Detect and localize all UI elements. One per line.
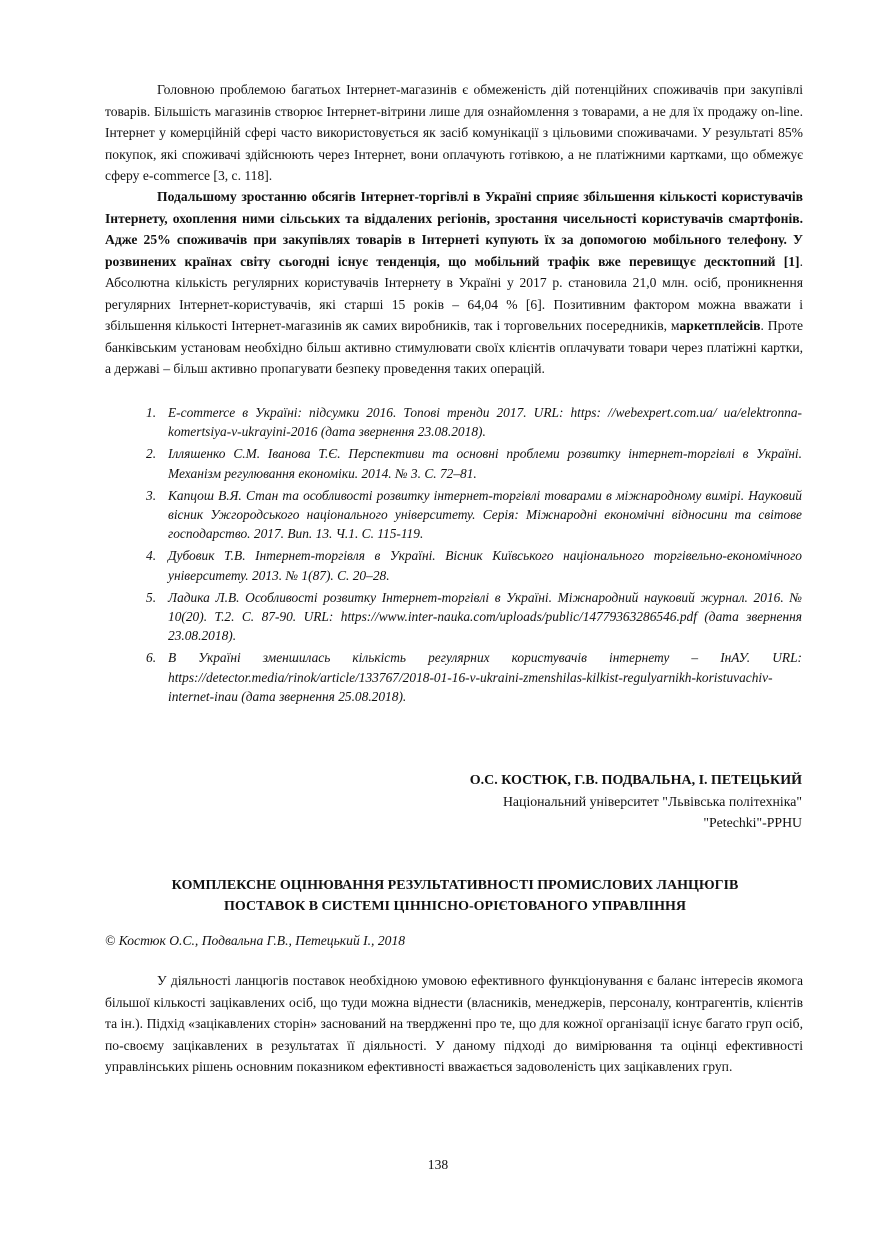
reference-item [132, 588, 802, 646]
reference-item [132, 648, 802, 706]
article-title-line-1: КОМПЛЕКСНЕ ОЦІНЮВАННЯ РЕЗУЛЬТАТИВНОСТІ ПРОМИСЛОВИХ ЛАНЦЮГІВ [171, 878, 739, 893]
reference-number: 1. [146, 405, 157, 420]
paragraph-1-text: Головною проблемою багатьох Інтернет-магазинів є обмеженість дій потенційних споживачів при закупівлі товарів. Більшість магазинів створює Інтернет-вітрини лише для ознайомлення з товарами, а не для їх продажу on-line. Інтернет у комерційній сфері часто використовується як засіб комунікації з цільовими споживачами. У результаті 85% покупок, які споживачі здійснюють через Інтернет, вони оплачують готівкою, а не платіжними картками, що обмежує сферу e-commerce [3, с. 118]. [105, 82, 803, 183]
reference-text: Капцош В.Я. Стан та особливості розвитку інтернет-торгівлі товарами в міжнародному вимірі. Науковий вісник Ужгородського національного університету. Серія: Міжнародні економічні відносини та світове господарство. 2017. Вип. 13. Ч.1. С. 115-119. [168, 487, 802, 542]
body-paragraph-2 [105, 186, 803, 380]
paragraph-2-text-a: . Абсолютна кількість регулярних користувачів Інтернету в Україні у 2017 р. становила 21,0 млн. осіб, проникнення регулярних Інтернет-користувачів, які старші 15 років – 64,04 % [6]. Позитивним фактором можна вважати і збільшення кількості Інтернет-магазинів як самих виробників, так і торговельних посередників, м [105, 253, 803, 333]
reference-text: Ладика Л.В. Особливості розвитку Інтернет-торгівлі в Україні. Міжнародний науковий журнал. 2016. № 10(20). Т.2. С. 87-90. URL: https://www.inter-nauka.com/uploads/public/14779363286546.pdf (дата звернення 23.08.2018). [168, 589, 802, 644]
reference-item [132, 546, 802, 584]
paragraph-2-text-b: . Проте банківським установам необхідно більш активно стимулювати своїх клієнтів оплачувати товари через платіжні картки, а державі – більш активно пропагувати безпеку проведення таких операцій. [105, 318, 803, 376]
reference-text: E-commerce в Україні: підсумки 2016. Топові тренди 2017. URL: https: //webexpert.com.ua/ ua/elektronna-komertsiya-v-ukrayini-2016 (дата звернення 23.08.2018). [168, 405, 802, 440]
page-number: 138 [427, 1157, 449, 1172]
author-affiliation-2: "Petechki"-PPHU [703, 815, 802, 830]
reference-text: В Україні зменшилась кількість регулярних користувачів інтернету – ІнАУ. URL: https://detector.media/rinok/article/133767/2018-01-16-v-ukraini-zmenshilas-kilkist-regulyarnikh-koristuvachiv-internet-inau (дата звернення 25.08.2018). [168, 650, 802, 704]
copyright-line: © Костюк О.С., Подвальна Г.В., Петецький І., 2018 [105, 933, 406, 948]
paragraph-2-bold-text: Подальшому зростанню обсягів Інтернет-торгівлі в Україні сприяє збільшення кількості користувачів Інтернету, охоплення ними сільських та віддалених регіонів, зростання чисельності користувачів смартфонів. Адже 25% споживачів при закупівлях товарів в Інтернеті купують їх за допомогою мобільного телефону. У розвинених країнах світу сьогодні існує тенденція, що мобільний трафік вже перевищує десктопний [1] [105, 189, 803, 269]
reference-item [132, 444, 802, 482]
article-title-line-2: ПОСТАВОК В СИСТЕМІ ЦІННІСНО-ОРІЄТОВАНОГО УПРАВЛІННЯ [224, 899, 686, 914]
reference-item [132, 486, 802, 544]
reference-number: 3. [146, 487, 157, 503]
reference-number: 5. [146, 589, 157, 605]
reference-number: 4. [146, 548, 157, 564]
reference-text: Дубовик Т.В. Інтернет-торгівля в Україні. Вісник Київського національного торгівельно-економічного університету. 2013. № 1(87). С. 20–28. [168, 548, 802, 583]
paragraph-3-text: У діяльності ланцюгів поставок необхідною умовою ефективного функціонування є баланс інтересів якомога більшої кількості зацікавлених осіб, що туди можна віднести (власників, менеджерів, персоналу, контрагентів, клієнтів та ін.). Підхід «зацікавлених сторін» заснований на твердженні про те, що для кожної організації існує багато груп осіб, по-своєму зацікавлених в результатах її діяльності. У даному підході до вимірювання та оцінці ефективності управлінських рішень основним показником ефективності вважається задоволеність цих зацікавлених груп. [105, 973, 803, 1074]
author-affiliation-1: Національний університет "Львівська політехніка" [502, 794, 802, 809]
reference-list [132, 403, 802, 709]
paragraph-2-bold-word: аркетплейсів [679, 318, 761, 333]
reference-number: 2. [146, 446, 157, 462]
body-paragraph-3 [105, 970, 803, 1078]
author-names: О.С. КОСТЮК, Г.В. ПОДВАЛЬНА, І. ПЕТЕЦЬКИЙ [469, 773, 802, 788]
reference-number: 6. [146, 650, 157, 666]
reference-text: Ілляшенко С.М. Іванова Т.Є. Перспективи та основні проблеми розвитку інтернет-торгівлі в Україні. Механізм регулювання економіки. 2014. № 3. С. 72–81. [168, 446, 802, 481]
body-paragraph-1 [105, 79, 803, 187]
reference-item [132, 403, 802, 441]
article-title [105, 875, 805, 917]
author-block [470, 770, 802, 833]
